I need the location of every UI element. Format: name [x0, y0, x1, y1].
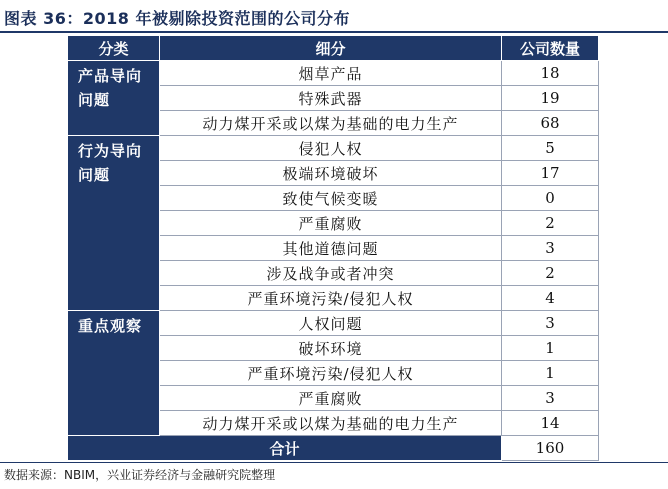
table-row [68, 136, 599, 161]
count-cell: 2 [502, 211, 599, 236]
table-row [68, 311, 599, 336]
total-row [68, 436, 599, 461]
count-cell: 68 [502, 111, 599, 136]
source-note: 数据来源：NBIM，兴业证券经济与金融研究院整理 [4, 468, 276, 482]
subcategory-cell: 严重环境污染/侵犯人权 [160, 286, 502, 311]
total-count: 160 [502, 436, 599, 461]
subcategory-cell: 严重腐败 [160, 386, 502, 411]
count-cell: 14 [502, 411, 599, 436]
count-cell: 3 [502, 236, 599, 261]
header-category: 分类 [68, 36, 160, 61]
count-cell: 3 [502, 386, 599, 411]
subcategory-cell: 涉及战争或者冲突 [160, 261, 502, 286]
header-count: 公司数量 [502, 36, 599, 61]
count-cell: 17 [502, 161, 599, 186]
subcategory-cell: 特殊武器 [160, 86, 502, 111]
subcategory-cell: 极端环境破坏 [160, 161, 502, 186]
subcategory-cell: 致使气候变暖 [160, 186, 502, 211]
subcategory-cell: 动力煤开采或以煤为基础的电力生产 [160, 111, 502, 136]
count-cell: 19 [502, 86, 599, 111]
subcategory-cell: 人权问题 [160, 311, 502, 336]
subcategory-cell: 动力煤开采或以煤为基础的电力生产 [160, 411, 502, 436]
total-label: 合计 [68, 436, 502, 461]
count-cell: 0 [502, 186, 599, 211]
count-cell: 18 [502, 61, 599, 86]
subcategory-cell: 破坏环境 [160, 336, 502, 361]
header-subcategory: 细分 [160, 36, 502, 61]
subcategory-cell: 侵犯人权 [160, 136, 502, 161]
category-cell: 重点观察 [68, 311, 160, 436]
subcategory-cell: 严重腐败 [160, 211, 502, 236]
subcategory-cell: 其他道德问题 [160, 236, 502, 261]
table-row [68, 61, 599, 86]
distribution-table-wrap [67, 35, 598, 461]
subcategory-cell: 严重环境污染/侵犯人权 [160, 361, 502, 386]
category-cell: 行为导向问题 [68, 136, 160, 311]
count-cell: 3 [502, 311, 599, 336]
category-cell: 产品导向问题 [68, 61, 160, 136]
subcategory-cell: 烟草产品 [160, 61, 502, 86]
count-cell: 5 [502, 136, 599, 161]
count-cell: 1 [502, 361, 599, 386]
count-cell: 1 [502, 336, 599, 361]
bottom-rule [0, 462, 668, 463]
header-row [68, 36, 599, 61]
title-rule [0, 31, 668, 33]
count-cell: 2 [502, 261, 599, 286]
distribution-table [67, 35, 599, 461]
count-cell: 4 [502, 286, 599, 311]
figure-title: 图表 36：2018 年被剔除投资范围的公司分布 [4, 9, 350, 28]
